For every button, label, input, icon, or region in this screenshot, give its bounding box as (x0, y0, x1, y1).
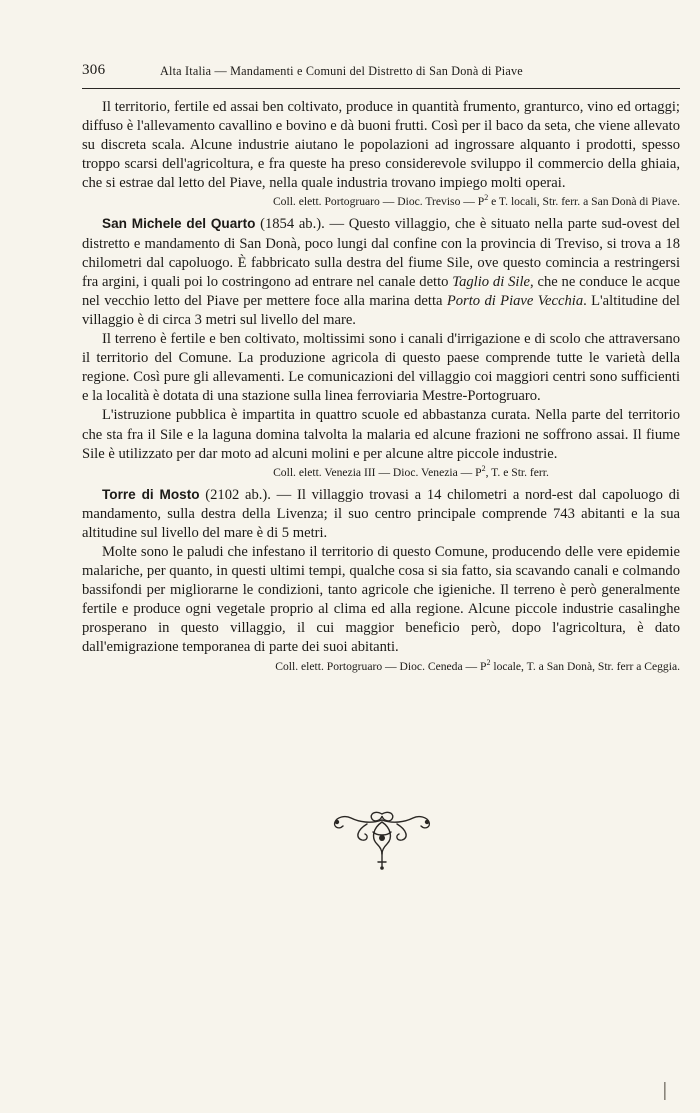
italic-term: Taglio di Sile (452, 273, 530, 290)
electoral-note-1 (82, 194, 680, 210)
paragraph-territory: Il territorio, fertile ed assai ben coltivato, produce in quantità frumento, granturco, vino ed ortaggi; diffuso è l'allevamento cavallino e bovino e dà buoni frutti. Così per il baco da seta, che viene allevato su discreta scala. Alcune industrie aiutano le popolazioni ad ingrossare alquanto i prodotti, spesso troppo scarsi dell'agricoltura, e fra queste ha preso considerevole sviluppo il commercio della ghiaia, che si estrae dal letto del Piave, nella quale industria trovano impiego molti operai. (82, 99, 680, 192)
decorative-ornament-icon (327, 808, 437, 872)
page-header (82, 62, 680, 82)
electoral-note-2 (82, 465, 680, 481)
entry-text: (2102 ab.). — Il villaggio trovasi a 14 chilometri a nord-est dal capoluogo di mandamento, sulla destra della Livenza; il suo centro principale comprende 743 abitanti e la sua altitudine sul livello del mare è di 5 metri. (82, 486, 680, 541)
electoral-note-text: , T. e Str. ferr. (485, 465, 549, 479)
entry-text: (1854 ab.). — Questo villaggio, che è situato nella parte sud-ovest del distretto e mandamento di San Donà, poco lungi dal confine con la provincia di Treviso, si trova a 18 chilometri dal capoluogo. È fabbricato sulla destra del fiume Sile, ove questo comincia a restringersi fra argini, i quali poi lo costringono ad entrare nel canale detto (82, 216, 680, 290)
commune-name: San Michele del Quarto (102, 216, 256, 232)
electoral-note-text: Coll. elett. Portogruaro — Dioc. Treviso — P (272, 195, 485, 209)
header-rule (82, 88, 680, 89)
page-body (82, 98, 680, 679)
superscript: 2 (484, 193, 489, 203)
superscript: 2 (486, 657, 491, 667)
paragraph-paludi: Molte sono le paludi che infestano il territorio di questo Comune, producendo delle vere epidemie malariche, per quanto, in questi ultimi tempi, qualche cosa si sia fatto, sia scavando canali e colmando bassifondi per migliorarne le condizioni, tanto agricole che igieniche. Il terreno è però generalmente fertile e produce ogni vegetale proprio al clima ed alla regione. Alcune piccole industrie casalinghe prosperano in questo villaggio, il cui maggior beneficio però, dopo l'agricoltura, è dato dall'emigrazione temporanea di parte dei suoi abitanti. (82, 543, 680, 656)
entry-text: , che ne conduce le acque nel vecchio letto del Piave per mettere foce alla marina detta (82, 273, 680, 309)
italic-term: Porto di Piave Vecchia (446, 292, 584, 309)
entry-torre-di-mosto (82, 485, 680, 543)
scan-mark (662, 1082, 668, 1100)
electoral-note-text: Coll. elett. Portogruaro — Dioc. Ceneda — P (275, 659, 487, 673)
running-title: Alta Italia — Mandamenti e Comuni del Distretto di San Donà di Piave (160, 64, 523, 78)
entry-san-michele (82, 214, 680, 330)
electoral-note-text: locale, T. a San Donà, Str. ferr a Ceggia. (490, 659, 680, 673)
paragraph-terreno: Il terreno è fertile e ben coltivato, moltissimi sono i canali d'irrigazione e di scolo che attraversano il territorio del Comune. La produzione agricola di questo paese comprende tutte le varietà della regione. Così pure gli allevamenti. Le comunicazioni del villaggio coi maggiori centri sono sufficienti e la località è dotata di una stazione sulla linea ferroviaria Mestre-Portogruaro. (82, 331, 680, 405)
entry-text: . L'altitudine del villaggio è di circa 3 metri sul livello del mare. (82, 292, 680, 328)
electoral-note-text: Coll. elett. Venezia III — Dioc. Venezia — P (273, 465, 482, 479)
paragraph-istruzione: L'istruzione pubblica è impartita in quattro scuole ed abbastanza curata. Nella parte del territorio che sta fra il Sile e la laguna domina talvolta la malaria ed alcune frazioni ne soffrono assai. Il fiume Sile è utilizzato per dar moto ad alcuni molini e per alcune altre piccole industrie. (82, 407, 680, 462)
electoral-note-3 (82, 659, 680, 675)
electoral-note-text: e T. locali, Str. ferr. a San Donà di Piave. (488, 195, 680, 209)
page-number: 306 (82, 62, 106, 78)
superscript: 2 (481, 463, 486, 473)
commune-name: Torre di Mosto (102, 486, 200, 502)
